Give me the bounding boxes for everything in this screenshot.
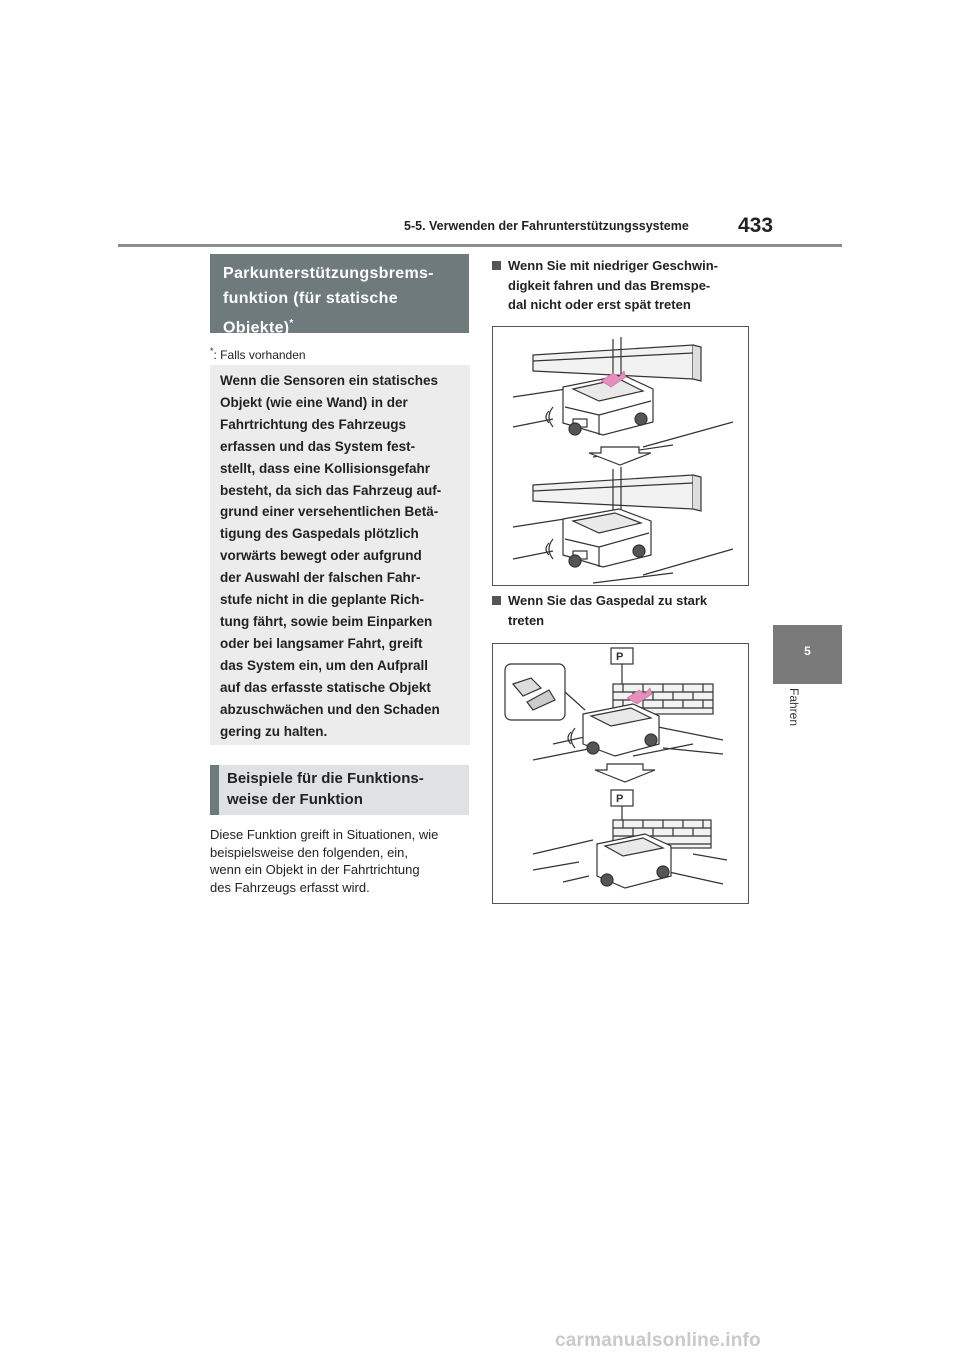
chapter-label-text: Fahren: [787, 688, 801, 727]
section-title-box: [210, 254, 469, 337]
parking-sign-label: P: [616, 793, 624, 805]
summary-line: besteht, da sich das Fahrzeug auf-: [220, 482, 442, 498]
summary-line: tung fährt, sowie beim Einparken: [220, 613, 433, 629]
case-heading-line: digkeit fahren und das Bremspe-: [508, 277, 711, 293]
summary-line: Fahrtrichtung des Fahrzeugs: [220, 416, 407, 432]
section-header: 5-5. Verwenden der Fahrunterstützungssysteme: [404, 219, 689, 233]
summary-box: [210, 365, 470, 745]
parking-sign-label: P: [616, 651, 624, 663]
illustration-accelerator: [492, 643, 749, 904]
summary-line: Objekt (wie eine Wand) in der: [220, 394, 408, 410]
footnote-marker: *: [289, 318, 294, 329]
chapter-label: [781, 688, 805, 748]
parking-collision-illustration: [493, 644, 748, 903]
summary-line: Wenn die Sensoren ein statisches: [220, 373, 439, 388]
subsection-title-line: Beispiele für die Funktions-: [227, 770, 424, 787]
down-arrow-icon: [595, 764, 655, 782]
summary-line: stufe nicht in die geplante Rich-: [220, 592, 425, 608]
case-heading-line: dal nicht oder erst spät treten: [508, 297, 691, 312]
case-heading-accelerator: [492, 591, 762, 630]
wall-collision-illustration: [493, 327, 748, 585]
square-bullet-icon: [492, 261, 501, 270]
body-line: des Fahrzeugs erfasst wird.: [210, 879, 370, 895]
summary-line: erfassen und das System fest-: [220, 438, 416, 454]
chapter-tab[interactable]: 5: [773, 625, 842, 684]
section-title-line: funktion (für statische: [223, 290, 398, 307]
summary-line: vorwärts bewegt oder aufgrund: [220, 548, 422, 564]
summary-line: das System ein, um den Aufprall: [220, 657, 429, 673]
case-heading-line: treten: [508, 612, 545, 628]
summary-line: oder bei langsamer Fahrt, greift: [220, 635, 423, 651]
watermark: carmanualsonline.info: [555, 1330, 761, 1351]
page-number: 433: [738, 214, 774, 237]
summary-line: stellt, dass eine Kollisionsgefahr: [220, 460, 431, 476]
subsection-title-line: weise der Funktion: [227, 791, 363, 808]
summary-line: der Auswahl der falschen Fahr-: [220, 570, 421, 586]
section-title-line: Parkunterstützungsbrems-: [223, 265, 434, 282]
section-title-line: Objekte)*: [223, 318, 294, 337]
summary-line: gering zu halten.: [220, 723, 328, 739]
body-paragraph: [210, 826, 472, 896]
footnote-text: : Falls vorhanden: [213, 348, 306, 362]
body-line: wenn ein Objekt in der Fahrtrichtung: [210, 862, 420, 877]
footnote: [210, 346, 306, 362]
summary-line: auf das erfasste statische Objekt: [220, 679, 431, 695]
case-heading-line: Wenn Sie mit niedriger Geschwin-: [508, 258, 718, 273]
summary-line: grund einer versehentlichen Betä-: [220, 504, 439, 520]
square-bullet-icon: [492, 596, 501, 605]
subsection-title-box: [210, 765, 469, 815]
case-heading-low-speed: [492, 256, 762, 315]
illustration-low-speed: [492, 326, 749, 586]
summary-line: tigung des Gaspedals plötzlich: [220, 526, 419, 542]
case-heading-line: Wenn Sie das Gaspedal zu stark: [508, 593, 708, 608]
footnote-marker: *: [210, 346, 214, 356]
header-divider: [118, 244, 842, 247]
body-line: beispielsweise den folgenden, ein,: [210, 844, 409, 860]
body-line: Diese Funktion greift in Situationen, wie: [210, 827, 439, 842]
summary-line: abzuschwächen und den Schaden: [220, 701, 440, 717]
